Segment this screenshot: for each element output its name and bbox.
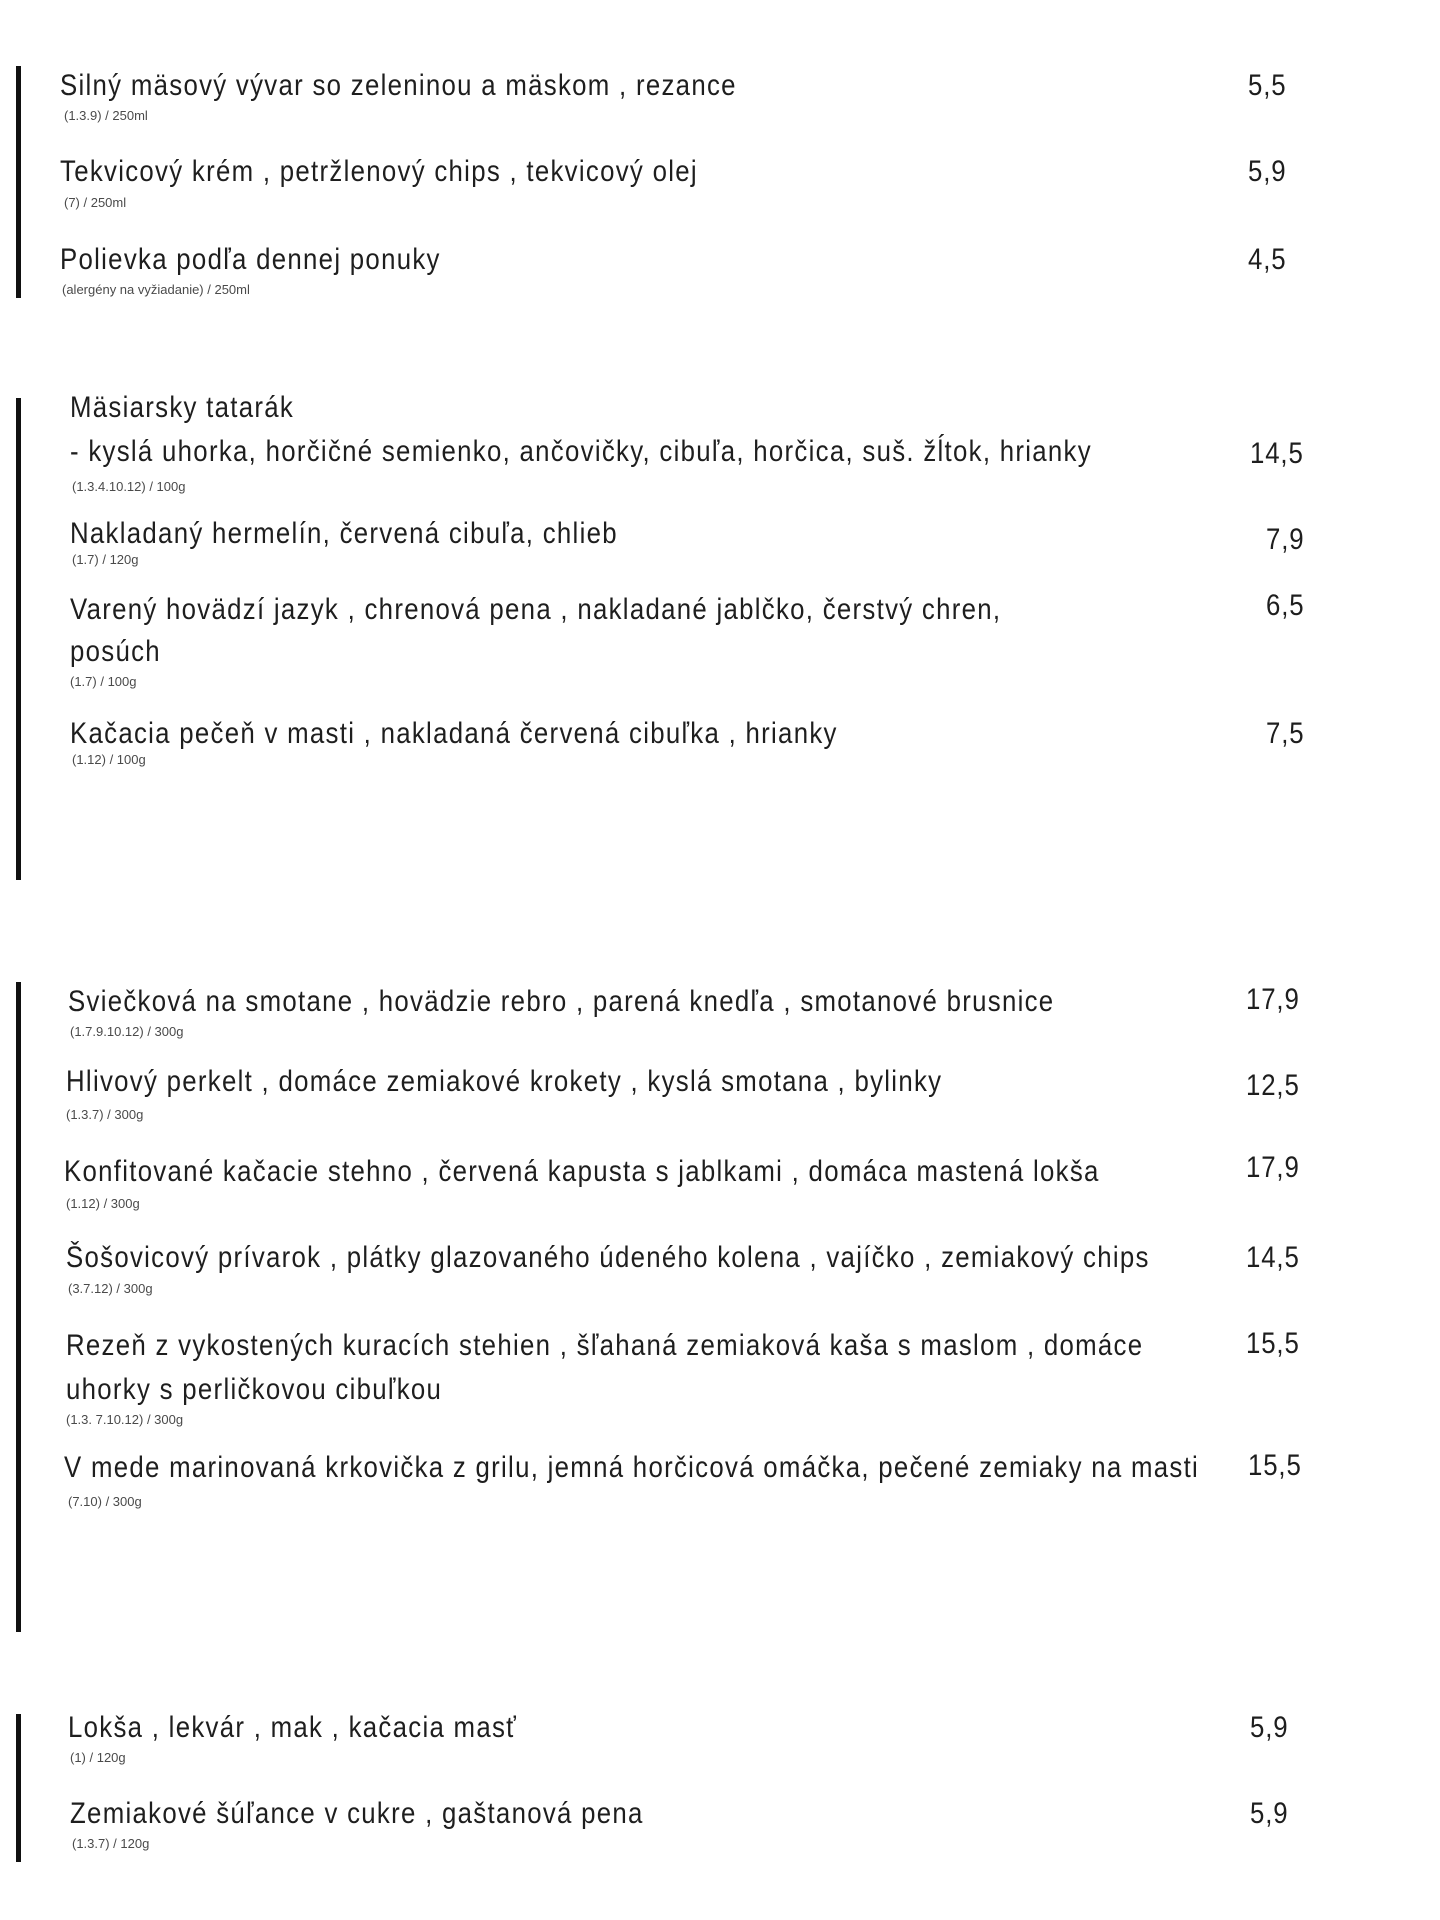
- item-name: Mäsiarsky tatarák: [70, 391, 295, 424]
- item-name: V mede marinovaná krkovička z grilu, jemná horčicová omáčka, pečené zemiaky na masti: [64, 1451, 1200, 1484]
- item-price: 4,5: [1248, 243, 1287, 276]
- item-name-continuation: uhorky s perličkovou cibuľkou: [66, 1373, 443, 1406]
- item-name: Tekvicový krém , petržlenový chips , tekvicový olej: [60, 155, 698, 188]
- item-name: Konfitované kačacie stehno , červená kapusta s jablkami , domáca mastená lokša: [64, 1155, 1100, 1188]
- item-name: Kačacia pečeň v masti , nakladaná červená cibuľka , hrianky: [70, 717, 838, 750]
- item-name: Rezeň z vykostených kuracích stehien , šľahaná zemiaková kaša s maslom , domáce: [66, 1329, 1144, 1362]
- item-price: 5,9: [1248, 155, 1287, 188]
- item-allergens-portion: (1) / 120g: [70, 1750, 126, 1765]
- item-name: Šošovicový prívarok , plátky glazovaného údeného kolena , vajíčko , zemiakový chips: [66, 1241, 1150, 1274]
- item-price: 12,5: [1246, 1069, 1300, 1102]
- item-price: 7,9: [1266, 523, 1305, 556]
- item-allergens-portion: (7.10) / 300g: [68, 1494, 142, 1509]
- item-price: 14,5: [1246, 1241, 1300, 1274]
- item-price: 17,9: [1246, 983, 1300, 1016]
- item-name-continuation: - kyslá uhorka, horčičné semienko, ančovičky, cibuľa, horčica, suš. žĺtok, hrianky: [70, 435, 1092, 468]
- item-price: 5,9: [1250, 1797, 1289, 1830]
- item-price: 7,5: [1266, 717, 1305, 750]
- item-price: 6,5: [1266, 589, 1305, 622]
- item-price: 15,5: [1246, 1327, 1300, 1360]
- item-allergens-portion: (1.3.7) / 120g: [72, 1836, 150, 1851]
- item-allergens-portion: (1.3. 7.10.12) / 300g: [66, 1412, 184, 1427]
- section-divider-bar: [16, 398, 21, 880]
- item-allergens-portion: (1.7) / 120g: [72, 552, 139, 567]
- item-price: 15,5: [1248, 1449, 1302, 1482]
- item-allergens-portion: (1.7) / 100g: [70, 674, 137, 689]
- item-allergens-portion: (1.7.9.10.12) / 300g: [70, 1024, 184, 1039]
- section-divider-bar: [16, 982, 21, 1632]
- section-divider-bar: [16, 1714, 21, 1862]
- item-allergens-portion: (1.3.7) / 300g: [66, 1107, 144, 1122]
- item-allergens-portion: (3.7.12) / 300g: [68, 1281, 153, 1296]
- item-price: 17,9: [1246, 1151, 1300, 1184]
- item-price: 14,5: [1250, 437, 1304, 470]
- item-allergens-portion: (1.12) / 300g: [66, 1196, 140, 1211]
- item-name: Sviečková na smotane , hovädzie rebro , parená knedľa , smotanové brusnice: [68, 985, 1055, 1018]
- item-name: Silný mäsový vývar so zeleninou a mäskom , rezance: [60, 69, 737, 102]
- item-allergens-portion: (1.12) / 100g: [72, 752, 146, 767]
- item-allergens-portion: (alergény na vyžiadanie) / 250ml: [62, 282, 250, 297]
- item-allergens-portion: (1.3.9) / 250ml: [64, 108, 148, 123]
- item-name-continuation: posúch: [70, 635, 161, 668]
- section-divider-bar: [16, 66, 21, 298]
- item-name: Zemiakové šúľance v cukre , gaštanová pena: [70, 1797, 644, 1830]
- item-price: 5,9: [1250, 1711, 1289, 1744]
- item-name: Hlivový perkelt , domáce zemiakové krokety , kyslá smotana , bylinky: [66, 1065, 943, 1098]
- item-allergens-portion: (1.3.4.10.12) / 100g: [72, 479, 186, 494]
- item-name: Polievka podľa dennej ponuky: [60, 243, 441, 276]
- item-allergens-portion: (7) / 250ml: [64, 195, 127, 210]
- item-name: Nakladaný hermelín, červená cibuľa, chlieb: [70, 517, 618, 550]
- item-price: 5,5: [1248, 69, 1287, 102]
- item-name: Lokša , lekvár , mak , kačacia masť: [68, 1711, 518, 1744]
- item-name: Varený hovädzí jazyk , chrenová pena , nakladané jablčko, čerstvý chren,: [70, 593, 1002, 626]
